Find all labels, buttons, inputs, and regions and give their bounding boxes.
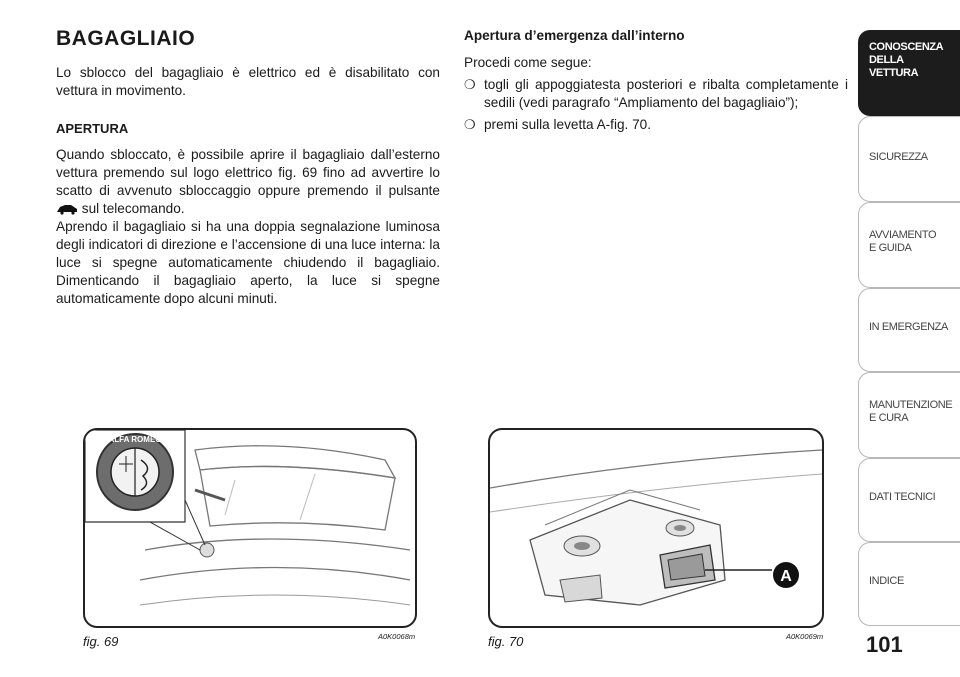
figure-69-trunk-logo bbox=[83, 428, 417, 628]
figure-69-code: A0K0068m bbox=[378, 632, 416, 641]
bullet-icon: ❍ bbox=[464, 117, 476, 132]
page-number: 101 bbox=[866, 632, 903, 657]
figure-70-caption: fig. 70 bbox=[488, 634, 524, 649]
intro-paragraph: Lo sblocco del bagagliaio è elettrico ed è disabilitato con vettura in movimento. bbox=[56, 65, 440, 98]
tab-conoscenza-della-vettura[interactable]: CONOSCENZA DELLA VETTURA bbox=[858, 30, 960, 116]
latch-illustration bbox=[490, 430, 822, 626]
emergency-title: Apertura d’emergenza dall’interno bbox=[464, 28, 685, 43]
opening-paragraph bbox=[56, 146, 440, 218]
tab-sicurezza[interactable]: SICUREZZA bbox=[858, 116, 960, 202]
bullet-text: premi sulla levetta A-fig. 70. bbox=[484, 117, 651, 132]
car-trunk-key-icon bbox=[56, 203, 78, 215]
tab-in-emergenza[interactable]: IN EMERGENZA bbox=[858, 288, 960, 372]
section-title: BAGAGLIAIO bbox=[56, 27, 196, 50]
figure-69-caption: fig. 69 bbox=[83, 634, 119, 649]
figure-70-code: A0K0069m bbox=[786, 632, 824, 641]
bullet-text: togli gli appoggiatesta posteriori e ribalta completamente i sedili (vedi paragrafo “Ampliamento del bagagliaio”); bbox=[484, 77, 848, 110]
bullet-icon: ❍ bbox=[464, 77, 476, 92]
tab-avviamento-e-guida[interactable]: AVVIAMENTO E GUIDA bbox=[858, 202, 960, 288]
opening-text-end: sul telecomando. bbox=[81, 201, 185, 216]
trunk-illustration bbox=[85, 430, 415, 626]
procedure-intro: Procedi come segue: bbox=[464, 55, 592, 70]
opening-text: Quando sbloccato, è possibile aprire il bagagliaio dall’esterno vettura premendo sul logo elettrico fig. 69 fino ad avvertire lo scatto di avvenuto sbloccaggio oppure premendo il pulsante bbox=[56, 147, 440, 198]
tab-manutenzione-e-cura[interactable]: MANUTENZIONE E CURA bbox=[858, 372, 960, 458]
callout-label-a: A bbox=[780, 568, 792, 585]
figure-70-latch-lever bbox=[488, 428, 824, 628]
subsection-title: APERTURA bbox=[56, 121, 129, 136]
tab-dati-tecnici[interactable]: DATI TECNICI bbox=[858, 458, 960, 542]
bullet-item bbox=[464, 76, 848, 112]
light-paragraph: Aprendo il bagagliaio si ha una doppia segnalazione luminosa degli indicatori di direzione e l’accensione di una luce interna: la luce si spegne automaticamente chiudendo il bagagliaio. Dimenticando il bagagliaio aperto, la luce si spegne automaticamente dopo alcuni minuti. bbox=[56, 219, 440, 306]
bullet-item bbox=[464, 116, 848, 134]
logo-lettering: ALFA ROMEO bbox=[108, 435, 162, 444]
tab-indice[interactable]: INDICE bbox=[858, 542, 960, 626]
